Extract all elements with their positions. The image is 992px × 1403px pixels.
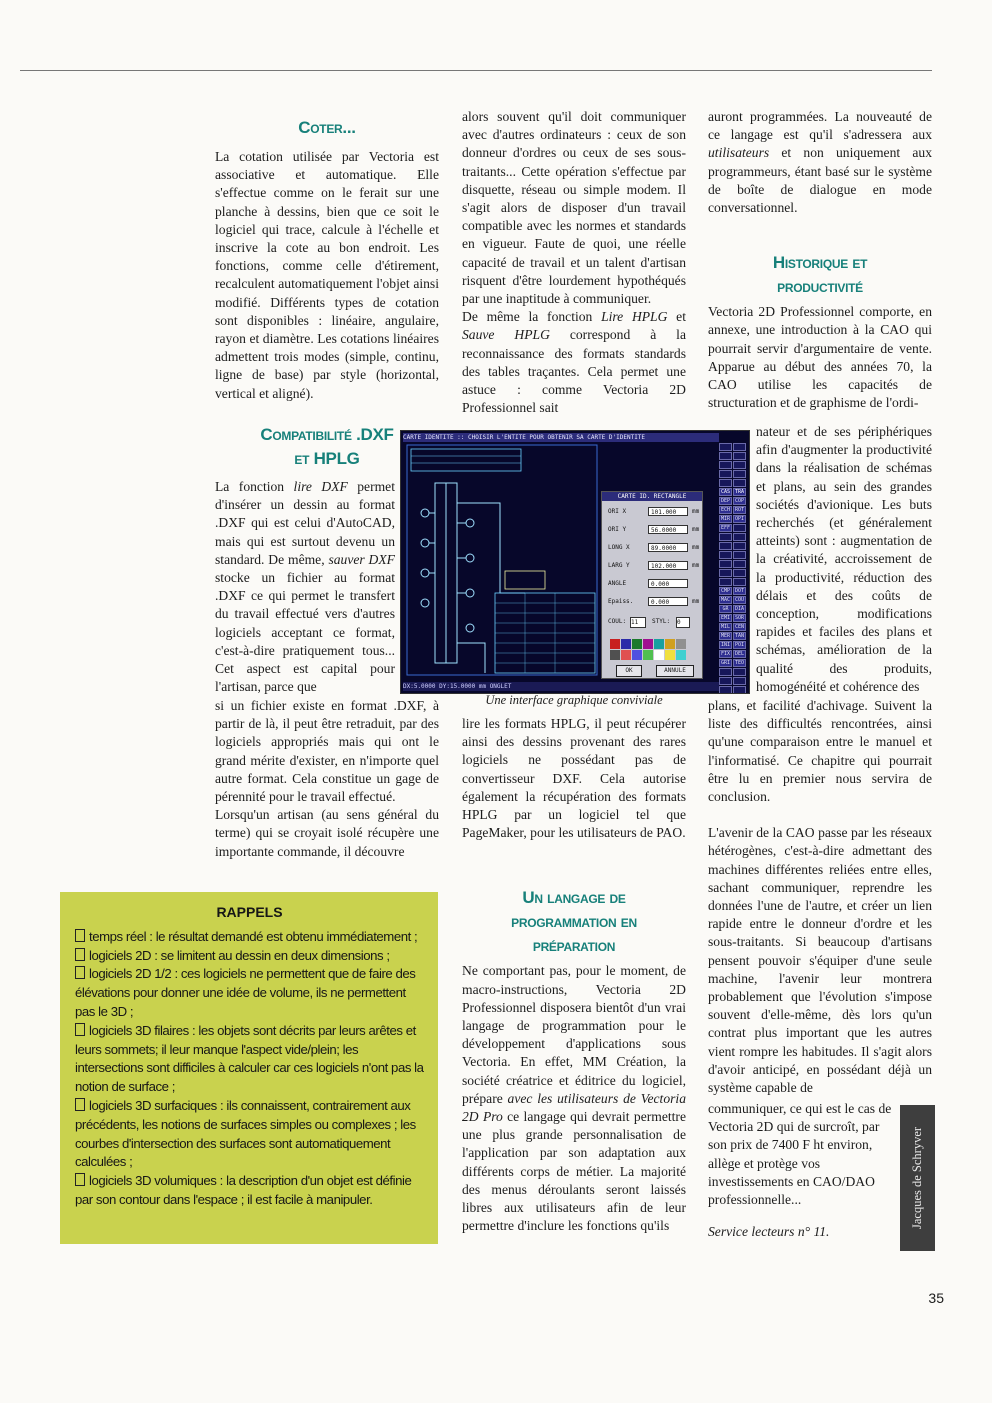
right-paragraph-1: auront programmées. La nouveauté de ce langage est qu'il s'adressera aux utilisateurs et non uniquement aux programmeurs, étant basé sur le système de boîte de dialogue en mode conversationnel. xyxy=(708,109,932,216)
menu-item[interactable] xyxy=(733,461,746,469)
menu-item[interactable] xyxy=(733,452,746,460)
checkbox-icon xyxy=(75,1023,85,1036)
ok-button[interactable]: OK xyxy=(616,665,642,677)
checkbox-icon xyxy=(75,1173,85,1186)
menu-item[interactable] xyxy=(719,542,732,550)
menu-item[interactable] xyxy=(719,560,732,568)
coul-value[interactable]: 11 xyxy=(630,617,646,628)
menu-item[interactable] xyxy=(733,569,746,577)
menu-item[interactable] xyxy=(733,524,746,532)
rappels-title: RAPPELS xyxy=(216,904,283,920)
left-column-narrow xyxy=(215,478,395,696)
color-swatch[interactable] xyxy=(665,639,675,649)
menu-item[interactable] xyxy=(719,479,732,487)
right-column-final xyxy=(708,1100,892,1241)
rappels-item: logiciels 2D : se limitent au dessin en deux dimensions ; xyxy=(75,947,424,966)
menu-item[interactable]: DEP xyxy=(720,498,731,504)
menu-item[interactable] xyxy=(733,677,746,685)
middle-paragraph-1: alors souvent qu'il doit communiquer avec d'autres ordinateurs : ceux de son donneur d'ordres ou ceux de ses sous-traitants... Cette opération s'effectue par disquette, réseau ou simple modem. Il s'agit alors de disposer d'un travail compatible avec les normes et standards en vigueur. Faute de quoi, une réelle capacité de travail et un talent d'artisan risquent d'être lourdement hypothéqués par une inaptitude à communiquer. xyxy=(462,109,686,307)
middle-column-lower xyxy=(462,715,686,1235)
menu-item[interactable]: SOR xyxy=(734,615,745,621)
menu-item[interactable]: MIL xyxy=(720,624,731,630)
historique-paragraph-2b: communiquer, ce qui est le cas de Vectoria 2D qui de surcroît, par son prix de 7400 F ht environ, allège et protège vos investissements en CAO/DAO professionnelle... xyxy=(708,1101,892,1208)
middle-paragraph-2: De même la fonction Lire HPLG et Sauve HPLG correspond à la reconnaissance des formats standards des tables traçantes. Cela permet une astuce : comme Vectoria 2D Professionnel sait xyxy=(462,309,686,416)
menu-item[interactable]: GR xyxy=(719,605,732,613)
checkbox-icon xyxy=(75,966,85,979)
checkbox-icon xyxy=(75,948,85,961)
heading-compat-line2: et HPLG xyxy=(294,448,360,468)
menu-item[interactable] xyxy=(719,677,732,685)
menu-item[interactable] xyxy=(733,668,746,676)
heading-coter: Coter... xyxy=(298,118,356,137)
color-swatch[interactable] xyxy=(676,650,686,660)
compat-paragraph-2: Lorsqu'un artisan (au sens général du terme) qui se croyait isolé récupère une importante commande, il découvre xyxy=(215,807,439,859)
screen-bottom-bar: DX:5.0000 DY:15.0000 mm ONGLET xyxy=(403,682,719,691)
menu-item[interactable] xyxy=(719,470,732,478)
menu-item[interactable]: DEL xyxy=(734,651,745,657)
right-column-top xyxy=(708,108,932,412)
langage-paragraph: Ne comportant pas, pour le moment, de macro-instructions, Vectoria 2D Professionnel disposera bientôt d'un vrai langage de programmation pour le développement d'applications sous Vectoria. En effet, MM Création, la société créatrice et éditrice du logiciel, prépare avec les utilisateurs de Vectoria 2D Pro ce langage qui devrait permettre une plus grande personnalisation de l'application par son adaptation aux différents corps de métier. La majorité des menus déroulants seront laissés libres aux utilisateurs afin de leur permettre d'inclure les fonctions qu'ils xyxy=(462,963,686,1234)
menu-item[interactable]: GRI xyxy=(720,660,731,666)
field-coul-styl[interactable]: COUL: 11 STYL: 0 xyxy=(608,616,700,627)
menu-item[interactable] xyxy=(733,542,746,550)
menu-item[interactable]: ECH xyxy=(720,507,731,513)
rappels-item: logiciels 3D volumiques : la description d'un objet est définie par son contour dans l'espace ; il est facile à manipuler. xyxy=(75,1173,412,1207)
carte-id-dialog xyxy=(601,491,703,679)
middle-column-top xyxy=(462,108,686,417)
historique-paragraph-1b: nateur et de ses périphériques afin d'augmenter la productivité dans la réalisation de schémas et plans, au sein des grandes sociétés d'avionique. Les buts recherchés (et généralement atteints) sont : augmentation de la créativité, accroissement de la productivité, réduction des délais et des coûts de conception, modifications rapides et faciles des plans et schémas, amélioration de la qualité des produits, homogénéité et cohérence des xyxy=(756,424,932,694)
color-swatch[interactable] xyxy=(676,639,686,649)
author-credit: Jacques de Schryver xyxy=(900,1105,935,1251)
menu-item[interactable] xyxy=(719,551,732,559)
menu-item[interactable] xyxy=(733,479,746,487)
compat-paragraph-1: La fonction lire DXF permet d'insérer un dessin au format .DXF qui est celui d'AutoCAD, mais qui est surtout devenu un standard. De même, sauver DXF stocke un fichier au format .DXF ce qui permet le transfert du travail effectué vers d'autres logiciels acceptant ce format, c'est-à-dire pratiquement tous... Cet aspect est capital pour l'artisan, parce que xyxy=(215,479,395,695)
color-swatch[interactable] xyxy=(665,650,675,660)
menu-item[interactable]: OPI xyxy=(734,516,745,522)
right-column-lower xyxy=(708,697,932,1097)
menu-item[interactable]: COP xyxy=(734,498,745,504)
menu-item[interactable]: CMP xyxy=(720,588,731,594)
color-swatch[interactable] xyxy=(654,639,664,649)
menu-item[interactable]: CAS xyxy=(720,489,731,495)
rappels-item: temps réel : le résultat demandé est obtenu immédiatement ; xyxy=(75,928,424,947)
menu-item[interactable]: DOT xyxy=(734,588,745,594)
cancel-button[interactable]: ANNULE xyxy=(656,665,694,677)
page-number: 35 xyxy=(928,1290,944,1306)
color-swatch[interactable] xyxy=(643,650,653,660)
field-angle[interactable]: ANGLE 0.000 xyxy=(608,578,700,589)
menu-item[interactable]: MAC xyxy=(720,597,731,603)
side-menu[interactable] xyxy=(719,443,747,681)
historique-paragraph-2a: L'avenir de la CAO passe par les réseaux hétérogènes, c'est-à-dire admettant des machines différentes reliées entre elles, sachant communiquer, reprendre les données l'une de l'autre, et créer un lien rapide entre le donneur d'ordre et les sous-traitants. Si beaucoup d'artisans pensent pouvoir s'équiper d'une seule machine, l'avenir leur montrera probablement que l'évolution s'impose souvent d'elle-même, dès lors qu'un contrat plus important que les autres vient rompre les habitudes. Il s'agit alors d'avoir anticipé, en possédant déjà un système capable de xyxy=(708,825,932,1096)
color-swatches[interactable] xyxy=(610,639,694,661)
menu-item[interactable] xyxy=(733,551,746,559)
menu-item[interactable]: EFF xyxy=(720,525,731,531)
menu-item[interactable] xyxy=(719,461,732,469)
coter-paragraph: La cotation utilisée par Vectoria est associative et automatique. Elle s'effectue comme on le ferait sur une planche à dessins, bien que ce soit le logiciel qui trace, calcule à l'échelle et inscrive la cote au bon endroit. Les fonctions, comme celle d'étirement, recalculent automatiquement l'objet ainsi modifié. Différents types de cotation sont disponibles : linéaire, angulaire, rayon et diamètre. Les cotations linéaires admettent trois modes (simple, continu, ligne de base) par style (horizontal, vertical et aligné). xyxy=(215,149,439,401)
middle-paragraph-3: lire les formats HPLG, il peut récupérer ainsi des dessins provenant des rares logiciels ne possédant pas de convertisseur DXF. Cela autorise également la récupération des formats HPLG par un logiciel tel que PageMaker, pour les utilisateurs de PAO. xyxy=(462,716,686,841)
color-swatch[interactable] xyxy=(610,639,620,649)
field-larg-y[interactable]: LARG Y 102.000 mm xyxy=(608,562,700,570)
menu-item[interactable] xyxy=(733,578,746,586)
menu-item[interactable]: DIA xyxy=(734,606,745,612)
menu-item[interactable] xyxy=(719,578,732,586)
menu-item[interactable]: MER xyxy=(720,633,731,639)
color-swatch[interactable] xyxy=(621,639,631,649)
checkbox-icon xyxy=(75,929,85,942)
menu-item[interactable]: ROT xyxy=(734,507,745,513)
rappels-item: logiciels 3D surfaciques : ils connaissent, contrairement aux précédents, les notions de surfaces simples ou complexes ; les courbes d'intersection des surfaces sont automatiquement calculées ; xyxy=(75,1097,416,1170)
dialog-title: CARTE ID. RECTANGLE xyxy=(602,492,702,501)
menu-item[interactable]: TAN xyxy=(734,633,745,639)
menu-item[interactable]: INI xyxy=(720,642,731,648)
color-swatch[interactable] xyxy=(654,650,664,660)
heading-compat-line1: Compatibilité .DXF xyxy=(260,424,394,444)
menu-item[interactable]: CEN xyxy=(734,624,745,630)
menu-item[interactable]: COU xyxy=(734,597,745,603)
field-epaisseur[interactable]: Epaiss. 0.000 mm xyxy=(608,598,700,606)
figure-caption: Une interface graphique conviviale xyxy=(485,693,663,707)
menu-item[interactable] xyxy=(719,668,732,676)
rappels-item: logiciels 2D 1/2 : ces logiciels ne permettent que de faire des élévations pour donner une idée de volume, ils ne permettent pas le 3D ; xyxy=(75,966,416,1019)
menu-item[interactable]: TRA xyxy=(734,489,745,495)
color-swatch[interactable] xyxy=(632,639,642,649)
service-lecteurs: Service lecteurs n° 11. xyxy=(708,1224,830,1240)
left-column-lower xyxy=(215,697,439,861)
software-screenshot xyxy=(400,430,750,694)
color-swatch[interactable] xyxy=(610,650,620,660)
menu-item[interactable] xyxy=(719,443,732,451)
menu-item[interactable]: MIR xyxy=(720,516,731,522)
header-rule xyxy=(20,70,932,71)
color-swatch[interactable] xyxy=(632,650,642,660)
historique-paragraph-1c: plans, et facilité d'achivage. Suivent la liste des difficultés rencontrées, ainsi qu'une comparaison entre le manuel et l'informatisé. Ce chapitre qui pourrait être lu en premier nous servira de conclusion. xyxy=(708,698,932,805)
rappels-item: logiciels 3D filaires : les objets sont décrits par leurs arêtes et leurs sommets; il leur manque l'aspect vide/plein; les intersections sont difficiles à calculer car ces logiciels n'ont pas la notion de surface ; xyxy=(75,1022,424,1095)
menu-item[interactable]: POI xyxy=(734,642,745,648)
menu-item[interactable] xyxy=(733,560,746,568)
heading-langage: Un langage de programmation en préparation xyxy=(511,888,637,956)
menu-item[interactable]: FIX xyxy=(720,651,731,657)
checkbox-icon xyxy=(75,1098,85,1111)
menu-item[interactable] xyxy=(719,452,732,460)
field-long-x[interactable]: LONG X 89.0000 mm xyxy=(608,544,700,552)
menu-item[interactable] xyxy=(733,470,746,478)
historique-paragraph-1a: Vectoria 2D Professionnel comporte, en annexe, une introduction à la CAO qui pourrait servir d'argumentaire de vente. Apparue au début des années 70, la CAO utilise les capacités de structuration et de graphisme de l'ordi- xyxy=(708,304,932,411)
styl-value[interactable]: 0 xyxy=(676,617,690,628)
field-ori-x[interactable]: ORI X 101.000 mm xyxy=(608,508,700,516)
menu-item[interactable] xyxy=(733,443,746,451)
right-column-narrow xyxy=(756,423,932,696)
technical-drawing xyxy=(405,443,605,683)
menu-item[interactable] xyxy=(719,533,732,541)
heading-historique: Historique et productivité xyxy=(772,253,868,297)
rappels-box xyxy=(60,892,438,1244)
color-swatch[interactable] xyxy=(643,639,653,649)
color-swatch[interactable] xyxy=(621,650,631,660)
left-column xyxy=(215,116,439,471)
menu-item[interactable] xyxy=(733,533,746,541)
menu-item[interactable]: EMI xyxy=(720,615,731,621)
menu-item[interactable]: TEO xyxy=(734,660,745,666)
screen-top-bar: CARTE IDENTITE :: CHOISIR L'ENTITE POUR OBTENIR SA CARTE D'IDENTITE xyxy=(403,433,719,442)
field-ori-y[interactable]: ORI Y 56.0000 mm xyxy=(608,526,700,534)
compat-paragraph-1-cont: si un fichier existe en format .DXF, à partir de là, il peut être retraduit, par des logiciels appropriés mais qui ont le grand mérite d'exister, en n'importe quel autre format. Cela constitue un gage de pérennité pour le travail effectué. xyxy=(215,698,439,805)
menu-item[interactable] xyxy=(719,569,732,577)
